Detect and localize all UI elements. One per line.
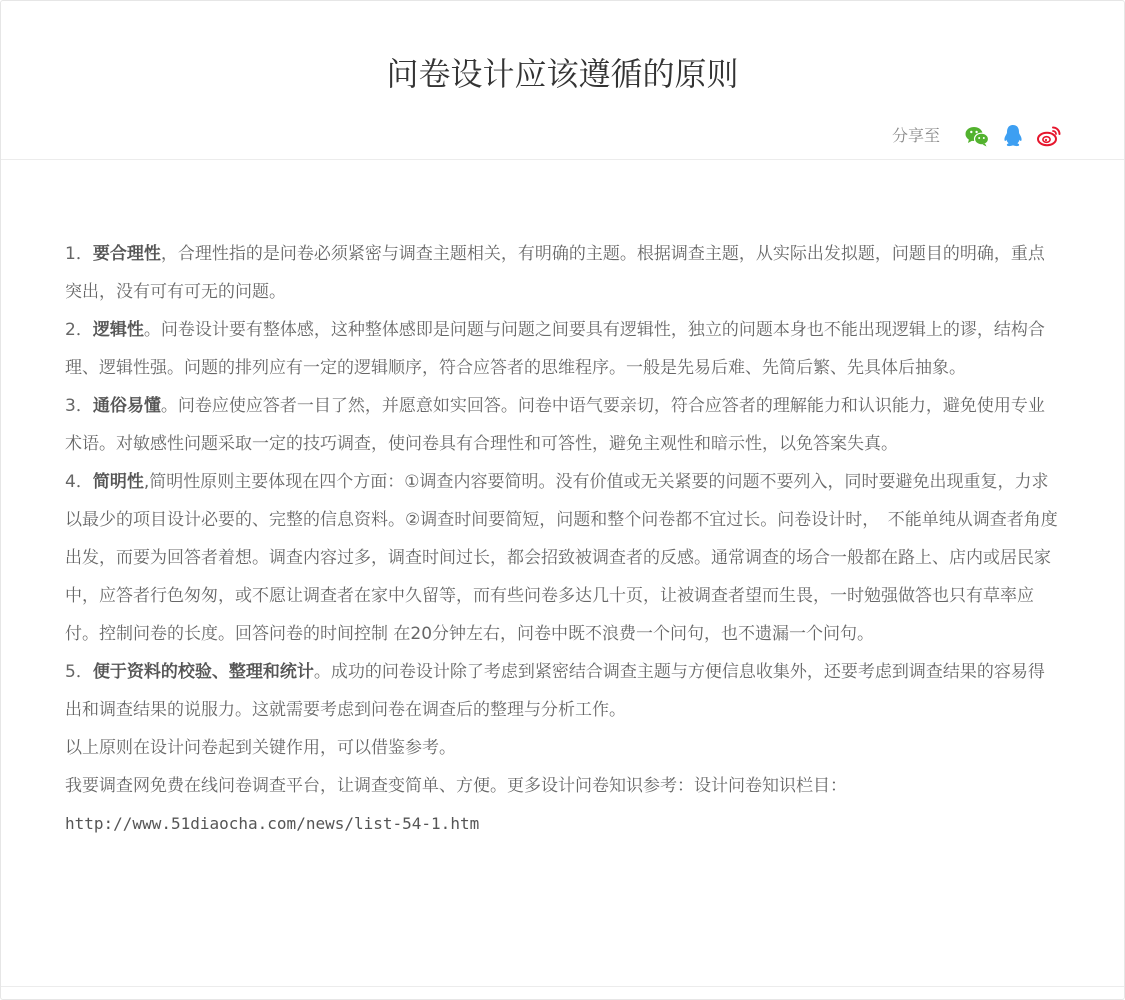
footer-divider (1, 986, 1124, 987)
share-label: 分享至 (891, 126, 940, 145)
principle-heading: 通俗易懂 (92, 396, 161, 416)
principle-paragraph-2 (65, 311, 1061, 387)
principle-number: 5． (65, 662, 93, 682)
promo-url-line (65, 805, 1061, 843)
principle-paragraph-5 (65, 653, 1061, 729)
principle-number: 2． (65, 320, 93, 340)
principle-heading: 要合理性 (92, 244, 161, 264)
closing-paragraph: 以上原则在设计问卷起到关键作用，可以借鉴参考。 (65, 738, 456, 758)
wechat-icon[interactable] (964, 123, 990, 149)
article-header (1, 1, 1124, 160)
principle-text: ，合理性指的是问卷必须紧密与调查主题相关，有明确的主题。根据调查主题，从实际出发拟题，问题目的明确，重点突出，没有可有可无的问题。 (65, 244, 1045, 302)
promo-text: 免费在线问卷调查平台，让调查变简单、方便。更多设计问卷知识参考：设计问卷知识栏目： (150, 776, 847, 796)
article-body (65, 235, 1061, 843)
promo-brand: 我要调查网 (65, 776, 150, 796)
principle-heading: 逻辑性 (92, 320, 144, 340)
principle-paragraph-1 (65, 235, 1061, 311)
principle-paragraph-4 (65, 463, 1061, 653)
promo-url-link[interactable]: http://www.51diaocha.com/news/list-54-1.htm (65, 814, 480, 833)
principle-heading: 简明性 (92, 472, 144, 492)
principle-number: 3． (65, 396, 93, 416)
principle-heading: 便于资料的校验、整理和统计 (92, 662, 314, 682)
principle-text: 。问卷应使应答者一目了然，并愿意如实回答。问卷中语气要亲切，符合应答者的理解能力和认识能力，避免使用专业术语。对敏感性问题采取一定的技巧调查，使问卷具有合理性和可答性，避免主观性和暗示性，以免答案失真。 (65, 396, 1045, 454)
qq-icon[interactable] (1000, 123, 1026, 149)
principle-text: 。问卷设计要有整体感，这种整体感即是问题与问题之间要具有逻辑性，独立的问题本身也不能出现逻辑上的谬，结构合理、逻辑性强。问题的排列应有一定的逻辑顺序，符合应答者的思维程序。一般是先易后难、先简后繁、先具体后抽象。 (65, 320, 1045, 378)
principle-text: ,简明性原则主要体现在四个方面：①调查内容要简明。没有价值或无关紧要的问题不要列入，同时要避免出现重复，力求以最少的项目设计必要的、完整的信息资料。②调查时间要简短，问题和整个问卷都不宜过长。问卷设计时， 不能单纯从调查者角度出发，而要为回答者着想。调查内容过多，调查时间过长，都会招致被调查者的反感。通常调查的场合一般都在路上、店内或居民家中，应答者行色匆匆，或不愿让调查者在家中久留等，而有些问卷多达几十页，让被调查者望而生畏，一时勉强做答也只有草率应付。控制问卷的长度。回答问卷的时间控制 在20分钟左右，问卷中既不浪费一个问句，也不遗漏一个问句。 (65, 472, 1058, 644)
principle-text: 。成功的问卷设计除了考虑到紧密结合调查主题与方便信息收集外，还要考虑到调查结果的容易得出和调查结果的说服力。这就需要考虑到问卷在调查后的整理与分析工作。 (65, 662, 1045, 720)
principle-paragraph-3 (65, 387, 1061, 463)
principle-number: 4． (65, 472, 93, 492)
promo-paragraph (65, 767, 1061, 805)
weibo-icon[interactable] (1036, 123, 1062, 149)
share-bar (892, 122, 1062, 150)
page-title: 问卷设计应该遵循的原则 (386, 55, 739, 93)
principle-number: 1． (65, 244, 93, 264)
